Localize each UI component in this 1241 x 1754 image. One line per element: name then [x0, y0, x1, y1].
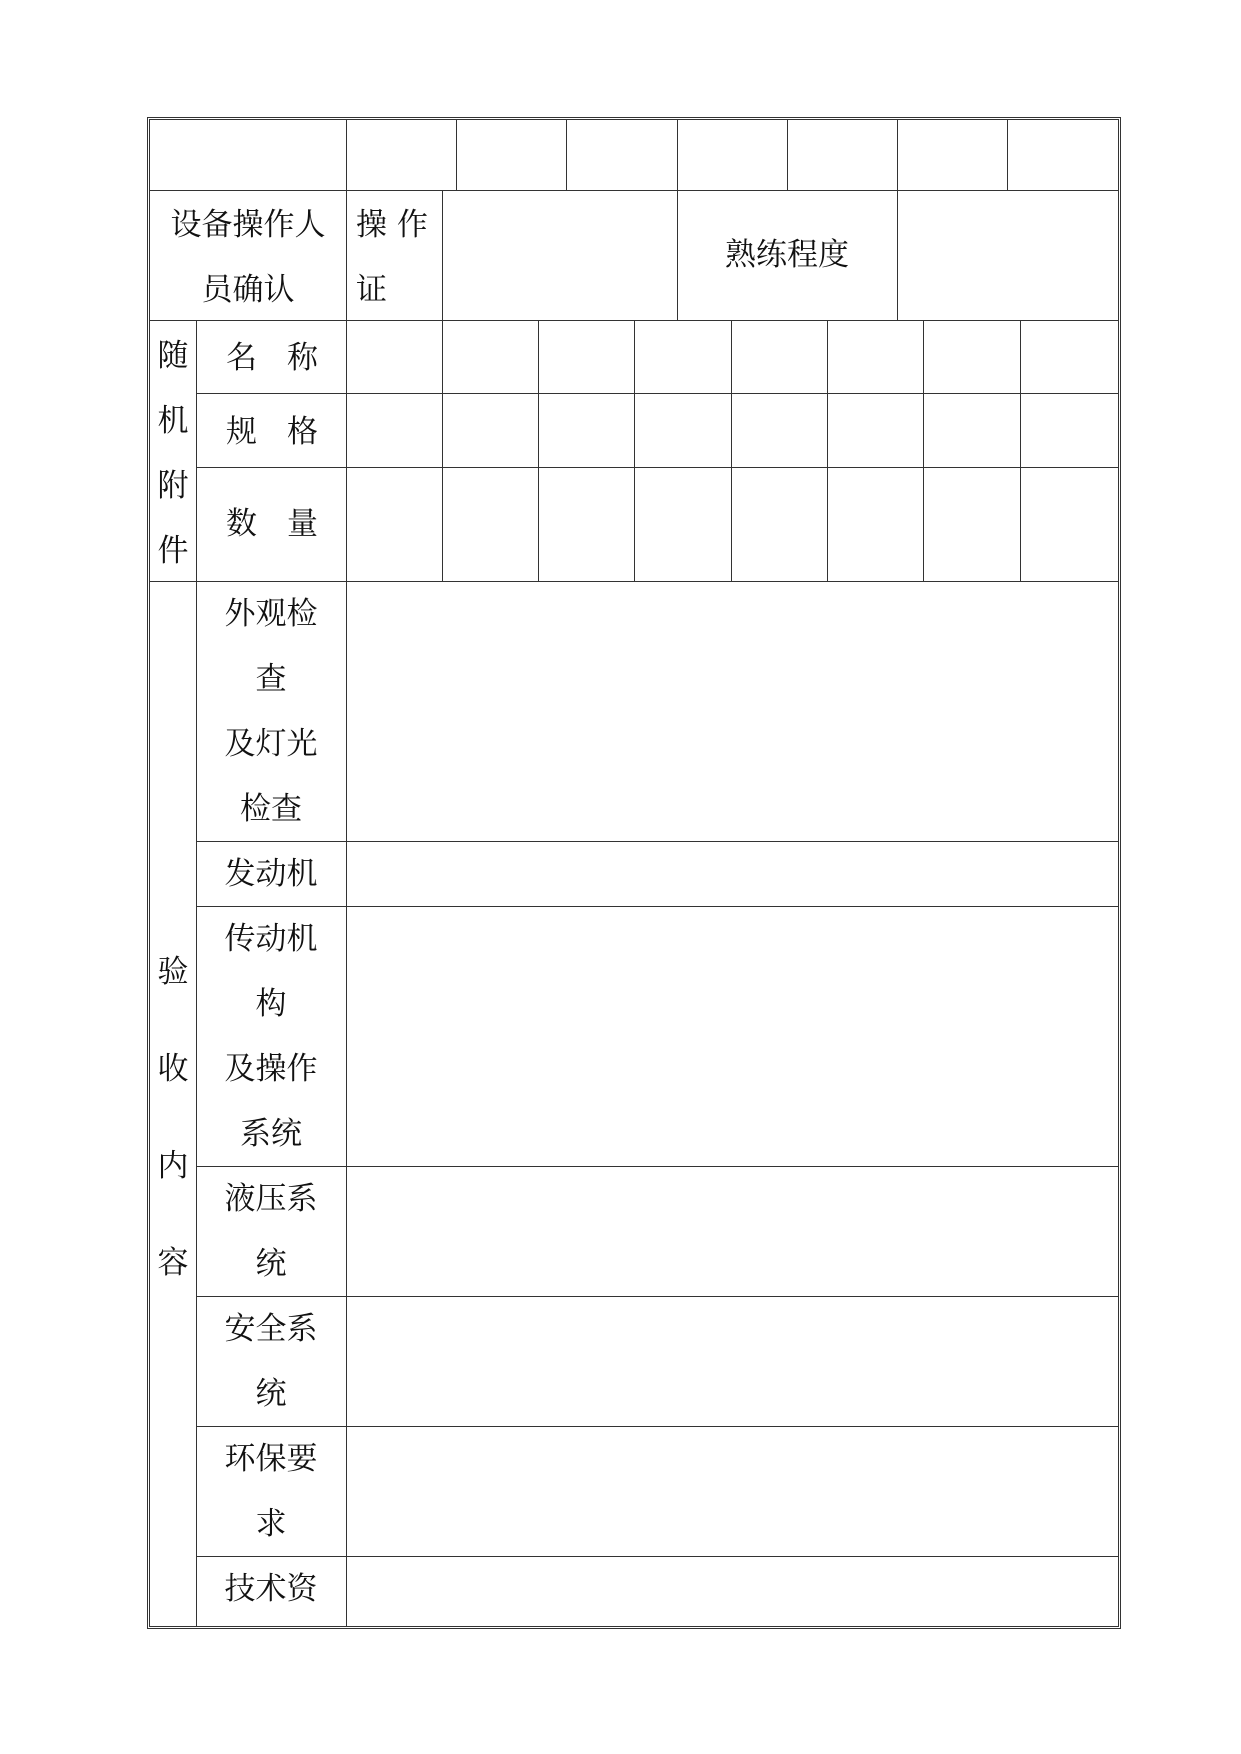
col-divider	[442, 190, 443, 320]
col-divider	[456, 120, 457, 190]
acceptance-item-environmental: 环保要 求	[224, 1441, 318, 1542]
col-divider	[1020, 320, 1021, 581]
proficiency-label: 熟练程度	[725, 237, 849, 273]
col-divider	[897, 120, 898, 190]
col-divider	[1007, 120, 1008, 190]
row-divider	[150, 190, 1118, 191]
operator-confirm-label: 设备操作人 员确认	[170, 207, 326, 308]
acceptance-item-hydraulic: 液压系 统	[224, 1181, 318, 1282]
acceptance-item-transmission: 传动机 构 及操作 系统	[224, 921, 318, 1152]
col-divider	[566, 120, 567, 190]
acceptance-item-technical-docs: 技术资	[224, 1571, 318, 1607]
col-divider	[346, 120, 347, 190]
col-divider	[634, 320, 635, 581]
col-divider	[538, 320, 539, 581]
accessory-row-label-spec: 规格	[226, 414, 348, 450]
col-divider	[442, 320, 443, 581]
accessory-row-label-name: 名称	[226, 340, 348, 376]
row-divider	[196, 393, 1118, 394]
operator-certificate-label: 操 作 证	[356, 207, 428, 308]
acceptance-item-safety: 安全系 统	[224, 1311, 318, 1412]
col-divider	[827, 320, 828, 581]
col-divider	[346, 190, 347, 320]
col-divider	[677, 120, 678, 190]
col-divider	[897, 190, 898, 320]
accessory-row-label-qty: 数量	[226, 506, 348, 542]
row-divider	[196, 467, 1118, 468]
col-divider	[787, 120, 788, 190]
acceptance-item-engine: 发动机	[224, 856, 318, 892]
accessories-group-label: 随 机 附 件	[157, 338, 189, 569]
acceptance-group-label: 验 收 内 容	[157, 954, 189, 1281]
col-divider	[923, 320, 924, 581]
acceptance-item-appearance: 外观检 查 及灯光 检查	[224, 596, 318, 827]
col-divider	[731, 320, 732, 581]
